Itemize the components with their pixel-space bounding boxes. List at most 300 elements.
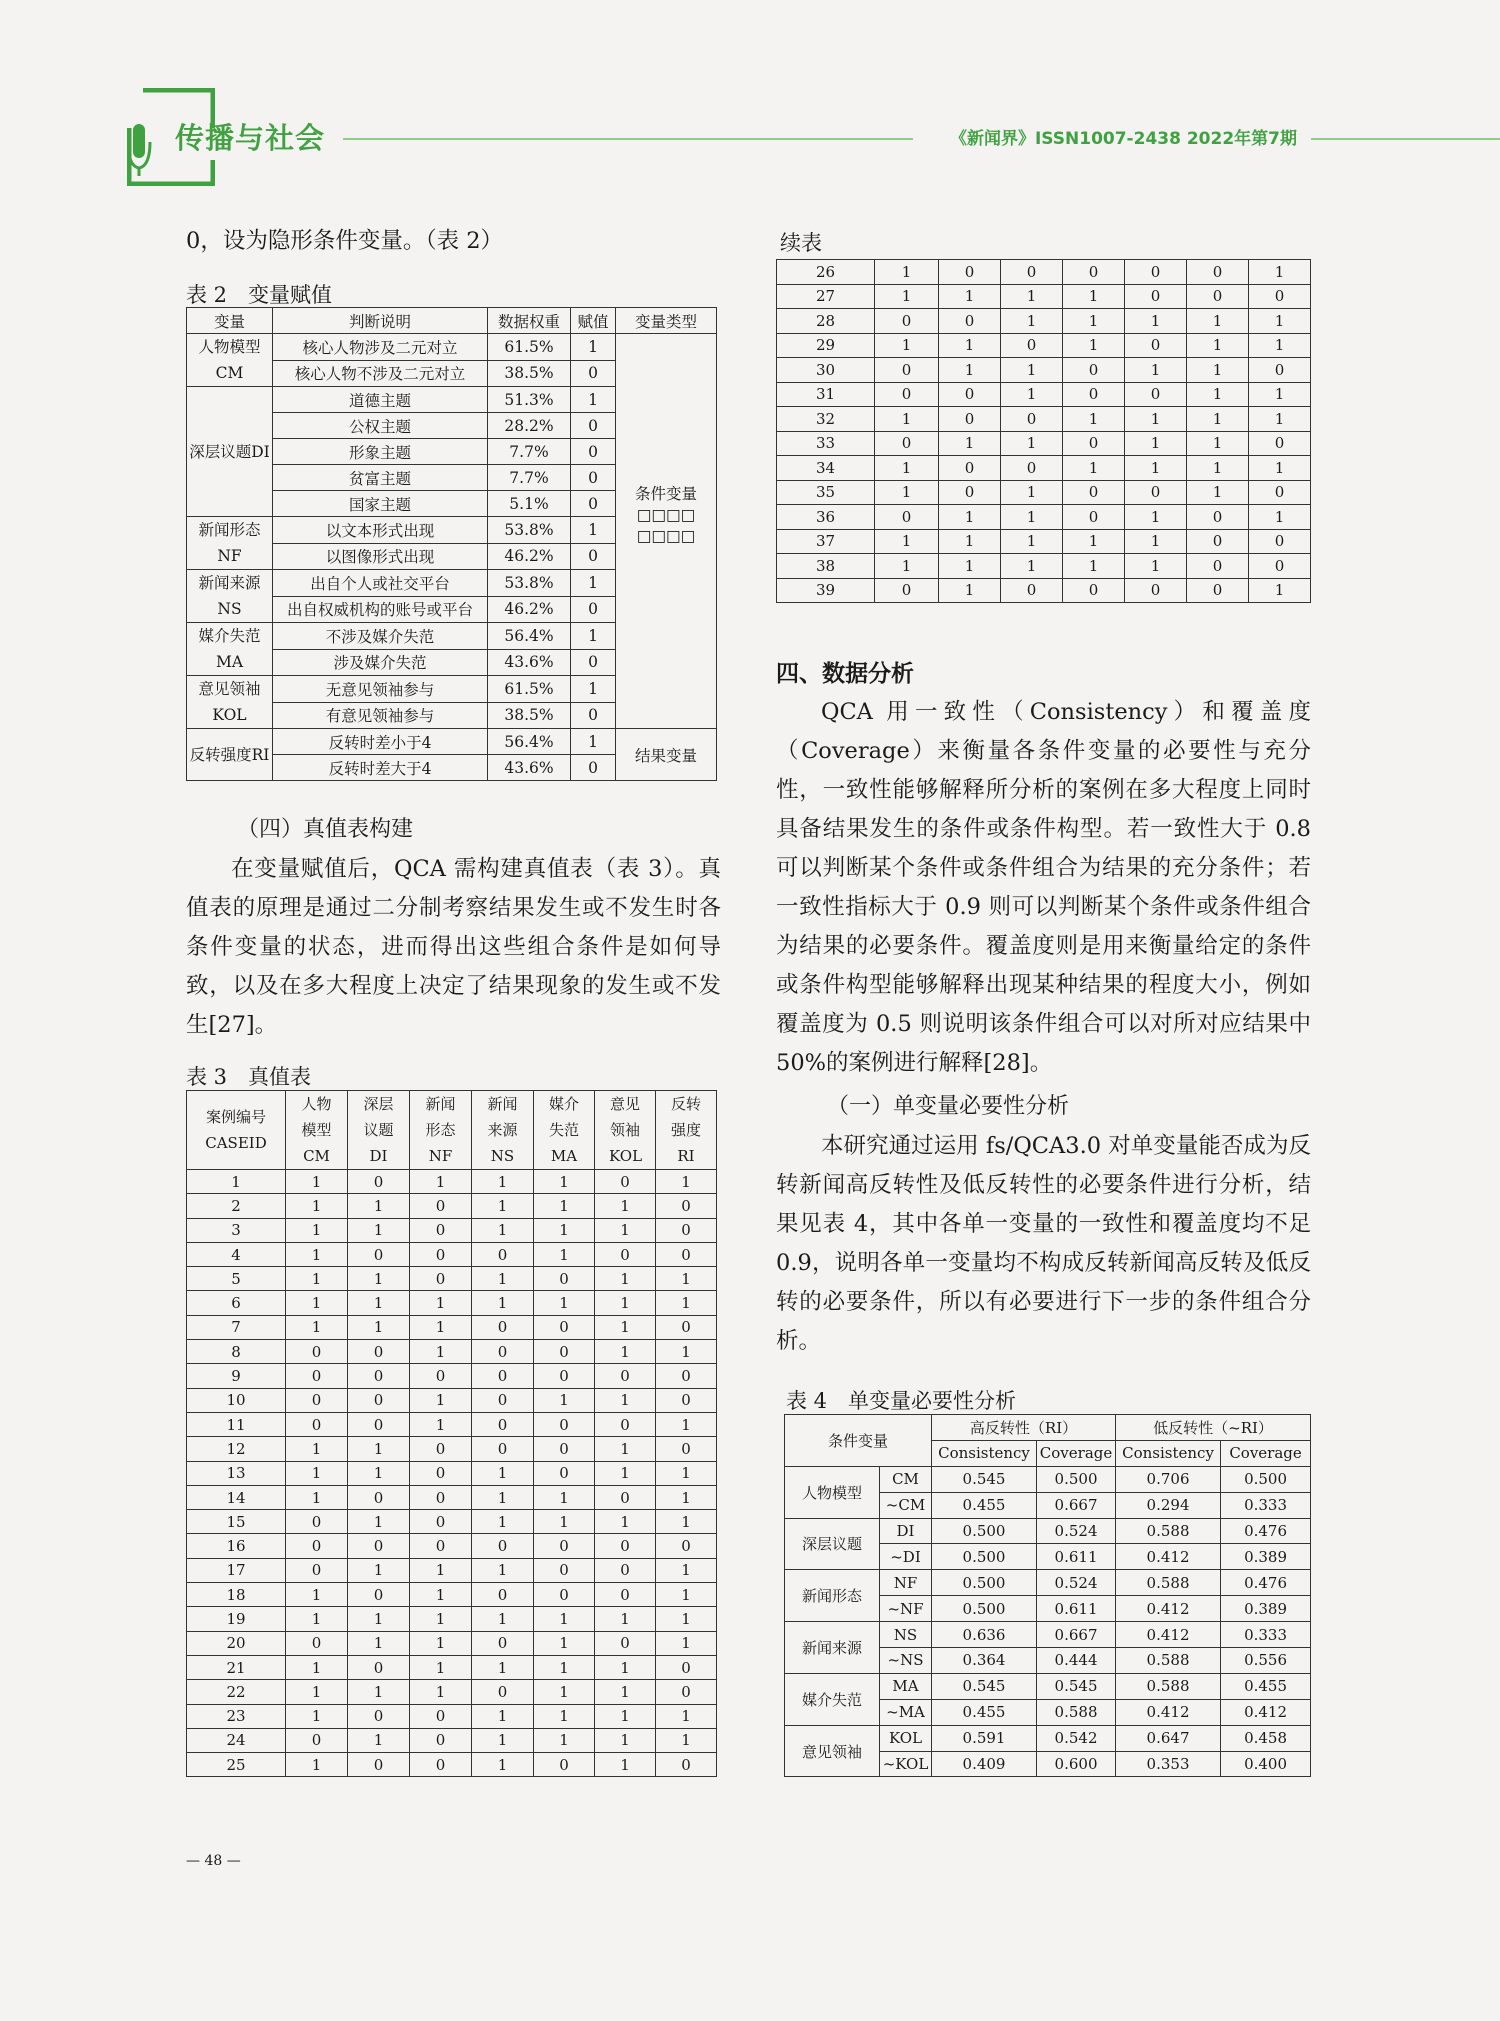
table4-cell: 0.500 [1221, 1466, 1311, 1492]
table3-cell: 1 [410, 1607, 472, 1631]
table3-cell: 0 [656, 1194, 717, 1218]
table3-cell: 22 [187, 1680, 286, 1704]
table4-subheader-cell: Coverage [1037, 1440, 1116, 1466]
table3-cell: 0 [286, 1412, 348, 1436]
table4-header-variable: 条件变量 [785, 1415, 932, 1467]
table2-cell: 0 [571, 360, 616, 387]
table3-cell: 0 [656, 1242, 717, 1266]
table4-row [785, 1466, 1311, 1492]
table3-cell: 1 [534, 1728, 595, 1752]
table3-continued [776, 259, 1311, 603]
table4-cell: 0.545 [932, 1673, 1037, 1699]
table3-cell: 1 [286, 1753, 348, 1777]
table3-cell: 1 [595, 1218, 656, 1242]
table2-cell: 反转时差大于4 [273, 755, 488, 781]
table3-continued-cell: 33 [777, 431, 875, 456]
table3-continued-cell: 0 [1063, 382, 1125, 407]
table3-continued-cell: 1 [1001, 505, 1063, 530]
table3-continued-cell: 1 [939, 333, 1001, 358]
table3-cell: 1 [286, 1437, 348, 1461]
table4-cell: 0.542 [1037, 1725, 1116, 1751]
table3-cell: 1 [410, 1680, 472, 1704]
table3-cell: 1 [534, 1607, 595, 1631]
table3-cell: 1 [410, 1315, 472, 1339]
table3-row [187, 1510, 717, 1534]
table3-cell: 1 [595, 1388, 656, 1412]
table4-row [785, 1570, 1311, 1596]
single-variable-paragraph: 本研究通过运用 fs/QCA3.0 对单变量能否成为反转新闻高反转性及低反转性的必要条件进行分析，结果见表 4，其中各单一变量的一致性和覆盖度均不足 0.9，说明各单一变量均不构成反转新闻高反转及低反转的必要条件，所以有必要进行下一步的条件组合分析。 [776, 1133, 1311, 1354]
table3-cell: 18 [187, 1583, 286, 1607]
table3-continued-cell: 1 [875, 284, 939, 309]
table2-header-cell: 数据权重 [488, 308, 571, 334]
table3-cell: 0 [534, 1340, 595, 1364]
table3-continued-cell: 1 [1001, 529, 1063, 554]
table3-continued-cell: 0 [1001, 578, 1063, 603]
table2-cell: 出自权威机构的账号或平台 [273, 596, 488, 623]
table3-continued-cell: 1 [1249, 260, 1311, 285]
table2-variable-cell: 媒介失范MA [187, 623, 273, 676]
table4-cell: 0.667 [1037, 1492, 1116, 1518]
table4-cell: 0.524 [1037, 1570, 1116, 1596]
table3-cell: 1 [656, 1412, 717, 1436]
table3-continued-row [777, 407, 1311, 432]
table3-cell: 0 [286, 1340, 348, 1364]
table4-header-row [785, 1415, 1311, 1441]
table3-truth-table [186, 1090, 717, 1777]
table2-cell: 46.2% [488, 596, 571, 623]
table4-cell: 0.500 [932, 1570, 1037, 1596]
table3-cell: 0 [348, 1170, 410, 1194]
table2-cell: 1 [571, 570, 616, 597]
table3-header-cell: 深层议题DI [348, 1091, 410, 1170]
table3-cell: 0 [534, 1558, 595, 1582]
table3-row [187, 1631, 717, 1655]
table4-cell: 0.600 [1037, 1751, 1116, 1777]
table3-cell: 1 [595, 1728, 656, 1752]
table4-row [785, 1673, 1311, 1699]
table3-cell: 1 [595, 1607, 656, 1631]
table3-cell: 1 [472, 1655, 534, 1679]
table4-caption: 表 4 单变量必要性分析 [786, 1389, 1017, 1413]
table3-cell: 1 [286, 1315, 348, 1339]
table3-continued-cell: 1 [939, 505, 1001, 530]
table3-cell: 0 [410, 1704, 472, 1728]
table3-continued-cell: 0 [1125, 260, 1187, 285]
table3-cell: 1 [656, 1558, 717, 1582]
table3-continued-cell: 0 [1249, 284, 1311, 309]
table3-row [187, 1267, 717, 1291]
table3-continued-cell: 0 [1063, 480, 1125, 505]
table3-continued-cell: 0 [875, 578, 939, 603]
table3-row [187, 1655, 717, 1679]
table3-cell: 1 [656, 1728, 717, 1752]
table2-cell: 0 [571, 596, 616, 623]
table2-cell: 核心人物不涉及二元对立 [273, 360, 488, 387]
table3-cell: 0 [286, 1364, 348, 1388]
table3-cell: 0 [595, 1631, 656, 1655]
table3-continued-cell: 0 [1249, 431, 1311, 456]
table3-cell: 1 [656, 1510, 717, 1534]
table4-cell: 0.333 [1221, 1492, 1311, 1518]
table3-row [187, 1583, 717, 1607]
table3-continued-cell: 1 [939, 554, 1001, 579]
table3-cell: 1 [534, 1170, 595, 1194]
table2-type-cell [616, 334, 717, 729]
table3-cell: 0 [534, 1315, 595, 1339]
table3-row [187, 1242, 717, 1266]
table4-row [785, 1622, 1311, 1648]
table4-cell: 0.556 [1221, 1648, 1311, 1674]
table2-cell: 无意见领袖参与 [273, 676, 488, 703]
table3-cell: 1 [410, 1412, 472, 1436]
table2-cell: 0 [571, 543, 616, 570]
table3-cell: 0 [472, 1437, 534, 1461]
table3-continued-cell: 0 [1001, 260, 1063, 285]
table2-cell: 以文本形式出现 [273, 517, 488, 544]
table3-continued-cell: 1 [1125, 358, 1187, 383]
table3-cell: 1 [286, 1583, 348, 1607]
table3-continued-row [777, 505, 1311, 530]
table3-cell: 0 [410, 1194, 472, 1218]
table4-cell: 0.333 [1221, 1622, 1311, 1648]
table3-continued-cell: 1 [1001, 284, 1063, 309]
table4-cell: 0.588 [1116, 1518, 1221, 1544]
intro-line: 0，设为隐形条件变量。（表 2） [186, 228, 504, 254]
table2-cell: 61.5% [488, 676, 571, 703]
table3-cell: 1 [472, 1510, 534, 1534]
table3-cell: 1 [656, 1340, 717, 1364]
table3-cell: 1 [410, 1631, 472, 1655]
table3-continued-cell: 1 [1063, 529, 1125, 554]
table3-continued-cell: 31 [777, 382, 875, 407]
table3-continued-cell: 1 [1001, 358, 1063, 383]
table3-cell: 1 [595, 1704, 656, 1728]
table2-cell: 以图像形式出现 [273, 543, 488, 570]
table3-header-cell: 人物模型CM [286, 1091, 348, 1170]
table3-cell: 0 [410, 1242, 472, 1266]
table3-cell: 1 [286, 1291, 348, 1315]
table3-continued-cell: 0 [1001, 407, 1063, 432]
table3-cell: 5 [187, 1267, 286, 1291]
table4-cell: 0.611 [1037, 1596, 1116, 1622]
table3-header-cell: 新闻来源NS [472, 1091, 534, 1170]
table3-cell: 1 [472, 1485, 534, 1509]
table3-cell: 0 [410, 1510, 472, 1534]
table3-cell: 1 [348, 1218, 410, 1242]
table3-cell: 1 [348, 1631, 410, 1655]
table2-cell: 1 [571, 517, 616, 544]
table4-cell: ~MA [880, 1699, 932, 1725]
table2-row [187, 334, 717, 361]
table3-header-cell: 新闻形态NF [410, 1091, 472, 1170]
table3-continued-row [777, 284, 1311, 309]
table3-cell: 1 [656, 1267, 717, 1291]
section-brand: 传播与社会 [175, 121, 326, 155]
table2-cell: 涉及媒介失范 [273, 649, 488, 676]
table3-cell: 4 [187, 1242, 286, 1266]
table4-row [785, 1725, 1311, 1751]
table3-continued-row [777, 333, 1311, 358]
table2-cell: 5.1% [488, 491, 571, 517]
table3-continued-row [777, 260, 1311, 285]
table3-cell: 0 [348, 1655, 410, 1679]
table3-continued-cell: 1 [1125, 554, 1187, 579]
table2-cell: 0 [571, 413, 616, 439]
table3-caption: 表 3 真值表 [186, 1065, 312, 1089]
table3-continued-cell: 1 [939, 284, 1001, 309]
table3-continued-cell: 0 [1063, 358, 1125, 383]
table3-continued-cell: 1 [1125, 505, 1187, 530]
table3-cell: 0 [472, 1412, 534, 1436]
table3-continued-cell: 1 [1001, 480, 1063, 505]
table3-continued-cell: 0 [1249, 554, 1311, 579]
table3-cell: 0 [534, 1753, 595, 1777]
table3-cell: 1 [472, 1728, 534, 1752]
table3-cell: 1 [472, 1267, 534, 1291]
table2-header-cell: 变量类型 [616, 308, 717, 334]
table3-cell: 0 [595, 1364, 656, 1388]
table3-cell: 6 [187, 1291, 286, 1315]
table3-cell: 1 [595, 1315, 656, 1339]
table3-continued-cell: 1 [1187, 456, 1249, 481]
section-heading-data-analysis: 四、数据分析 [776, 661, 914, 687]
table3-row [187, 1364, 717, 1388]
table3-cell: 0 [534, 1461, 595, 1485]
table3-cell: 0 [286, 1510, 348, 1534]
table4-cell: 0.500 [932, 1596, 1037, 1622]
table3-continued-row [777, 358, 1311, 383]
table4-cell: 0.455 [932, 1699, 1037, 1725]
table2-cell: 7.7% [488, 439, 571, 465]
table3-cell: 1 [656, 1170, 717, 1194]
table2-header-cell: 赋值 [571, 308, 616, 334]
table2-cell: 1 [571, 334, 616, 361]
table3-continued-cell: 29 [777, 333, 875, 358]
table3-continued-cell: 0 [1187, 284, 1249, 309]
table3-cell: 0 [472, 1242, 534, 1266]
table3-continued-cell: 1 [1187, 333, 1249, 358]
table3-continued-cell: 0 [875, 309, 939, 334]
table3-continued-cell: 0 [1063, 260, 1125, 285]
table3-cell: 0 [534, 1534, 595, 1558]
table4-cell: 0.389 [1221, 1596, 1311, 1622]
table3-cell: 0 [348, 1242, 410, 1266]
table3-continued-cell: 1 [1063, 554, 1125, 579]
table2-cell: 有意见领袖参与 [273, 702, 488, 729]
table3-cell: 0 [348, 1753, 410, 1777]
table3-cell: 1 [595, 1510, 656, 1534]
table3-cell: 0 [656, 1388, 717, 1412]
table3-continued-row [777, 456, 1311, 481]
table3-row [187, 1728, 717, 1752]
table4-cell: 0.636 [932, 1622, 1037, 1648]
table3-row [187, 1218, 717, 1242]
table3-continued-cell: 1 [1187, 309, 1249, 334]
table3-continued-cell: 1 [1249, 407, 1311, 432]
table3-cell: 1 [534, 1218, 595, 1242]
table3-continued-cell: 1 [1063, 456, 1125, 481]
table2-cell: 53.8% [488, 570, 571, 597]
table3-cell: 1 [286, 1485, 348, 1509]
table3-cell: 0 [595, 1485, 656, 1509]
table3-cell: 16 [187, 1534, 286, 1558]
table3-cell: 1 [534, 1388, 595, 1412]
table2-cell: 51.3% [488, 387, 571, 413]
table3-cell: 0 [656, 1753, 717, 1777]
table3-continued-cell: 1 [1125, 456, 1187, 481]
table3-cell: 11 [187, 1412, 286, 1436]
table3-cell: 1 [286, 1170, 348, 1194]
table3-continued-cell: 1 [1001, 309, 1063, 334]
table3-cell: 0 [656, 1655, 717, 1679]
table3-continued-cell: 1 [1249, 456, 1311, 481]
table3-continued-cell: 1 [1187, 431, 1249, 456]
table3-cell: 1 [595, 1753, 656, 1777]
table3-cell: 0 [348, 1412, 410, 1436]
table3-cell: 1 [348, 1607, 410, 1631]
page-number: — 48 — [186, 1853, 241, 1869]
table2-cell: 0 [571, 649, 616, 676]
table4-row [785, 1518, 1311, 1544]
table3-header-cell: 反转强度RI [656, 1091, 717, 1170]
table3-row [187, 1753, 717, 1777]
table4-cell: 0.412 [1116, 1622, 1221, 1648]
table4-cell: 0.412 [1116, 1544, 1221, 1570]
table2-variable-cell: 新闻来源NS [187, 570, 273, 623]
table3-continued-cell: 1 [939, 578, 1001, 603]
table3-continued-cell: 0 [1187, 578, 1249, 603]
table3-cell: 1 [534, 1485, 595, 1509]
table3-continued-cell: 38 [777, 554, 875, 579]
table3-continued-cell: 0 [875, 382, 939, 407]
table4-cell: NS [880, 1622, 932, 1648]
table3-continued-cell: 0 [939, 260, 1001, 285]
table3-continued-cell: 0 [875, 431, 939, 456]
table3-continued-caption: 续表 [780, 231, 822, 255]
table3-continued-cell: 0 [1125, 578, 1187, 603]
table2-type-result-cell: 结果变量 [616, 729, 717, 781]
table3-continued-cell: 1 [1187, 480, 1249, 505]
table4-cell: MA [880, 1673, 932, 1699]
table3-cell: 0 [595, 1242, 656, 1266]
table4-cell: ~CM [880, 1492, 932, 1518]
table3-cell: 0 [472, 1340, 534, 1364]
table4-cell: 0.412 [1221, 1699, 1311, 1725]
table3-continued-cell: 35 [777, 480, 875, 505]
table4-variable-cell: 新闻来源 [785, 1622, 880, 1674]
table3-continued-row [777, 554, 1311, 579]
journal-info: 《新闻界》ISSN1007-2438 2022年第7期 [949, 129, 1297, 149]
table4-cell: 0.364 [932, 1648, 1037, 1674]
table3-continued-cell: 1 [1001, 431, 1063, 456]
table3-cell: 1 [348, 1461, 410, 1485]
table2-cell: 0 [571, 755, 616, 781]
table3-continued-cell: 1 [1001, 554, 1063, 579]
table3-cell: 1 [286, 1461, 348, 1485]
data-analysis-paragraph: QCA 用一致性（Consistency）和覆盖度（Coverage）来衡量各条件变量的必要性与充分性，一致性能够解释所分析的案例在多大程度上同时具备结果发生的条件或条件构型。若一致性大于 0.8可以判断某个条件或条件组合为结果的充分条件；若一致性指标大于 0.9 则可以判断某个条件或条件组合为结果的必要条件。覆盖度则是用来衡量给定的条件或条件构型能够解释出现某种结果的程度大小，例如覆盖度为 0.5 则说明该条件组合可以对所对应结果中 50%的案例进行解释[28]。 [776, 699, 1311, 1076]
table3-continued-cell: 1 [875, 529, 939, 554]
truth-table-paragraph: 在变量赋值后，QCA 需构建真值表（表 3）。真值表的原理是通过二分制考察结果发生或不发生时各条件变量的状态，进而得出这些组合条件是如何导致，以及在多大程度上决定了结果现象的发生或不发生[27]。 [186, 856, 721, 1038]
table3-continued-cell: 1 [939, 358, 1001, 383]
table4-variable-cell: 新闻形态 [785, 1570, 880, 1622]
table3-cell: 1 [286, 1704, 348, 1728]
table2-cell: 国家主题 [273, 491, 488, 517]
table3-continued-cell: 1 [1249, 382, 1311, 407]
table3-cell: 17 [187, 1558, 286, 1582]
table3-continued-cell: 26 [777, 260, 875, 285]
table3-cell: 0 [534, 1437, 595, 1461]
table2-cell: 1 [571, 729, 616, 755]
table4-necessity-analysis [784, 1414, 1311, 1777]
table4-variable-cell: 深层议题 [785, 1518, 880, 1570]
table4-header-low: 低反转性（~RI） [1116, 1415, 1311, 1441]
table2-cell: 38.5% [488, 360, 571, 387]
table3-cell: 10 [187, 1388, 286, 1412]
table2-cell: 反转时差小于4 [273, 729, 488, 755]
table3-cell: 1 [595, 1437, 656, 1461]
table3-cell: 0 [348, 1388, 410, 1412]
table4-cell: 0.667 [1037, 1622, 1116, 1648]
table3-continued-cell: 0 [1187, 529, 1249, 554]
table3-continued-cell: 32 [777, 407, 875, 432]
table3-cell: 1 [656, 1583, 717, 1607]
table3-continued-cell: 1 [1249, 578, 1311, 603]
table3-cell: 1 [410, 1170, 472, 1194]
table2-cell: 38.5% [488, 702, 571, 729]
table3-cell: 0 [656, 1680, 717, 1704]
table3-cell: 1 [656, 1704, 717, 1728]
table3-cell: 1 [534, 1242, 595, 1266]
table3-cell: 15 [187, 1510, 286, 1534]
type-boxes-2: □□□□ [636, 527, 696, 545]
table2-cell: 公权主题 [273, 413, 488, 439]
table3-cell: 0 [410, 1437, 472, 1461]
table3-cell: 8 [187, 1340, 286, 1364]
type-condition-label: 条件变量 [634, 485, 697, 503]
table3-cell: 14 [187, 1485, 286, 1509]
table3-cell: 0 [595, 1412, 656, 1436]
table3-cell: 0 [656, 1364, 717, 1388]
table3-cell: 0 [286, 1558, 348, 1582]
table3-cell: 1 [472, 1218, 534, 1242]
table3-cell: 1 [348, 1437, 410, 1461]
table3-cell: 0 [348, 1583, 410, 1607]
table4-cell: ~KOL [880, 1751, 932, 1777]
table3-cell: 0 [656, 1315, 717, 1339]
table3-header-cell: 案例编号CASEID [187, 1091, 286, 1170]
table3-cell: 1 [534, 1704, 595, 1728]
table3-cell: 1 [595, 1340, 656, 1364]
table4-cell: ~DI [880, 1544, 932, 1570]
table3-continued-row [777, 431, 1311, 456]
table3-continued-cell: 0 [1249, 480, 1311, 505]
table3-cell: 7 [187, 1315, 286, 1339]
table3-row [187, 1558, 717, 1582]
table3-cell: 0 [472, 1364, 534, 1388]
table3-continued-cell: 1 [1063, 284, 1125, 309]
table3-cell: 1 [472, 1291, 534, 1315]
table2-cell: 43.6% [488, 755, 571, 781]
table2-cell: 1 [571, 676, 616, 703]
header-rule-right [1311, 138, 1500, 140]
table2-cell: 道德主题 [273, 387, 488, 413]
table3-cell: 1 [656, 1291, 717, 1315]
table3-continued-cell: 1 [1249, 333, 1311, 358]
table3-row [187, 1607, 717, 1631]
table4-cell: ~NS [880, 1648, 932, 1674]
table2-cell: 53.8% [488, 517, 571, 544]
table3-cell: 0 [472, 1631, 534, 1655]
